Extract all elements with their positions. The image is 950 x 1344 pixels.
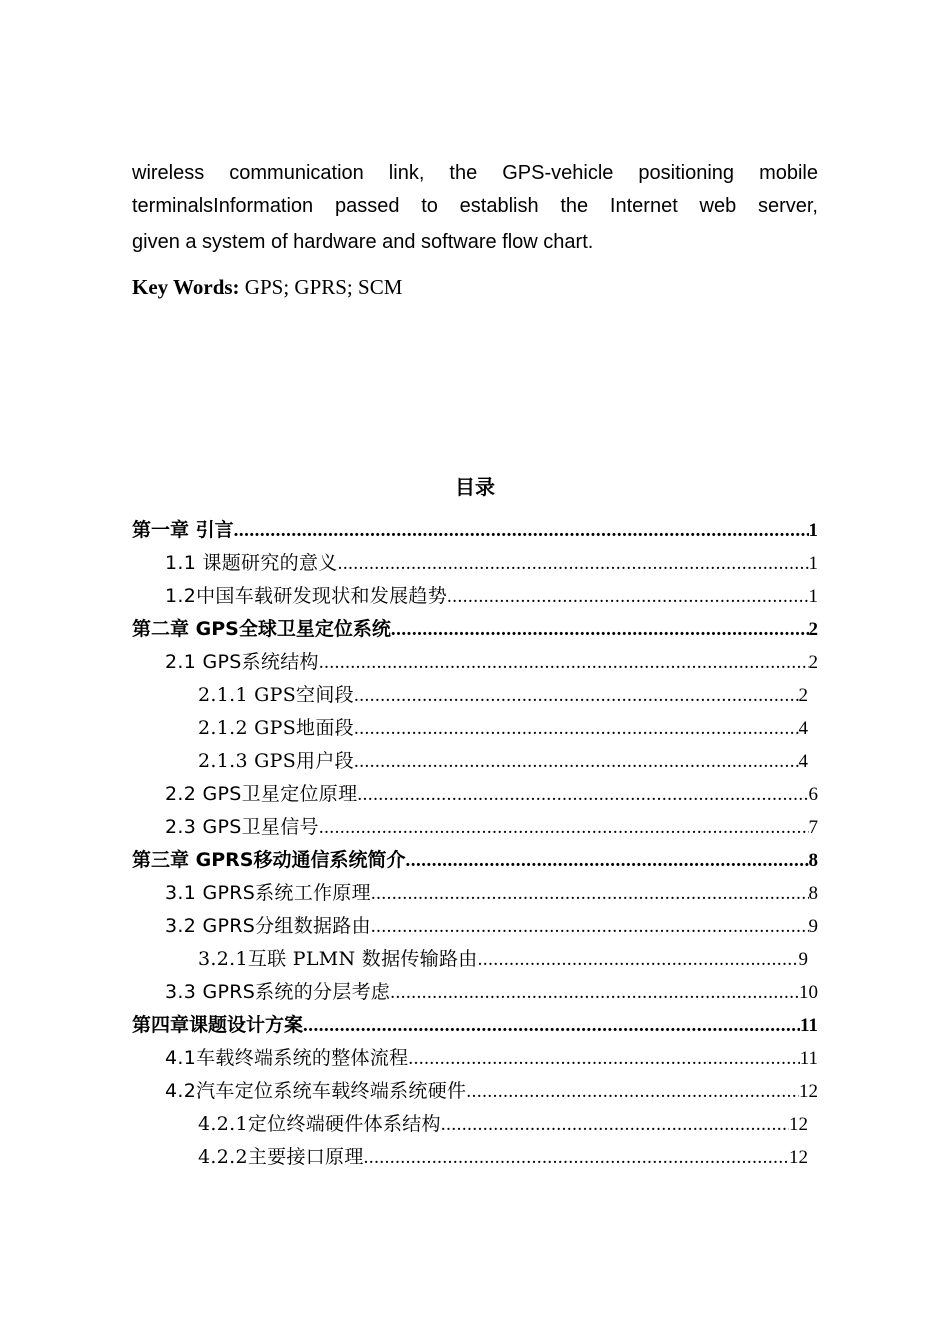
toc-leader-dots (391, 613, 809, 646)
toc-entry-title: 3.1 GPRS系统工作原理 (165, 882, 371, 904)
toc-leader-dots (303, 1009, 800, 1042)
toc-entry-title: 第二章 GPS全球卫星定位系统 (132, 618, 391, 640)
toc-entry-title: 4.1车载终端系统的整体流程 (165, 1047, 409, 1069)
toc-entry-title: 2.1 GPS系统结构 (165, 651, 319, 673)
toc-entry-title: 4.2汽车定位系统车载终端系统硬件 (165, 1080, 467, 1102)
toc-subsection[interactable] (132, 745, 808, 778)
toc-entry-title: 第一章 引言 (132, 519, 234, 541)
toc-page-number: 2 (808, 619, 818, 640)
toc-entry-title: 2.1.1 GPS空间段 (198, 684, 354, 706)
toc-entry-title: 3.2.1互联 PLMN 数据传输路由 (198, 948, 478, 970)
toc-page-number: 8 (808, 850, 818, 871)
toc-leader-dots (466, 1075, 799, 1108)
toc-entry-title: 2.2 GPS卫星定位原理 (165, 783, 358, 805)
toc-section[interactable] (132, 976, 818, 1009)
toc-leader-dots (405, 844, 808, 877)
toc-subsection[interactable] (132, 943, 808, 976)
toc-leader-dots (319, 646, 809, 679)
toc-page-number: 1 (808, 553, 818, 574)
toc-section[interactable] (132, 646, 818, 679)
toc-page-number: 9 (808, 916, 818, 937)
toc-page-number: 4 (798, 718, 808, 739)
toc-page-number: 12 (799, 1081, 818, 1102)
keywords-label: Key Words: (132, 275, 240, 299)
table-of-contents (132, 514, 818, 1174)
toc-section[interactable] (132, 1042, 818, 1075)
toc-subsection[interactable] (132, 712, 808, 745)
toc-page-number: 4 (798, 751, 808, 772)
keywords-value: GPS; GPRS; SCM (244, 275, 403, 299)
toc-section[interactable] (132, 811, 818, 844)
toc-page-number: 6 (808, 784, 818, 805)
toc-page-number: 1 (808, 586, 818, 607)
toc-leader-dots (354, 712, 799, 745)
toc-section[interactable] (132, 778, 818, 811)
toc-title: 目录 (455, 475, 495, 499)
toc-leader-dots (357, 778, 808, 811)
toc-page-number: 10 (799, 982, 818, 1003)
toc-leader-dots (447, 580, 808, 613)
toc-leader-dots (441, 1108, 789, 1141)
toc-leader-dots (319, 811, 809, 844)
toc-entry-title: 2.1.2 GPS地面段 (198, 717, 354, 739)
toc-chapter[interactable] (132, 613, 818, 646)
toc-entry-title: 1.1 课题研究的意义 (165, 552, 338, 574)
toc-entry-title: 第三章 GPRS移动通信系统简介 (132, 849, 406, 871)
toc-section[interactable] (132, 1075, 818, 1108)
toc-page-number: 8 (808, 883, 818, 904)
toc-page-number: 12 (789, 1147, 808, 1168)
toc-page-number: 9 (798, 949, 808, 970)
toc-leader-dots (390, 976, 799, 1009)
toc-leader-dots (364, 1141, 789, 1174)
toc-subsection[interactable] (132, 679, 808, 712)
toc-entry-title: 1.2中国车载研发现状和发展趋势 (165, 585, 448, 607)
toc-entry-title: 2.1.3 GPS用户段 (198, 750, 354, 772)
toc-entry-title: 第四章课题设计方案 (132, 1014, 304, 1036)
toc-chapter[interactable] (132, 514, 818, 547)
toc-entry-title: 4.2.2主要接口原理 (198, 1146, 364, 1168)
toc-leader-dots (478, 943, 799, 976)
toc-subsection[interactable] (132, 1141, 808, 1174)
toc-entry-title: 2.3 GPS卫星信号 (165, 816, 319, 838)
toc-page-number: 1 (808, 520, 818, 541)
toc-chapter[interactable] (132, 1009, 818, 1042)
toc-section[interactable] (132, 877, 818, 910)
toc-leader-dots (371, 910, 809, 943)
toc-subsection[interactable] (132, 1108, 808, 1141)
toc-entry-title: 3.2 GPRS分组数据路由 (165, 915, 371, 937)
toc-chapter[interactable] (132, 844, 818, 877)
toc-leader-dots (354, 679, 799, 712)
toc-section[interactable] (132, 910, 818, 943)
abstract-line: terminalsInformation passed to establish the Internet web server, (132, 195, 818, 217)
toc-page-number: 7 (808, 817, 818, 838)
toc-page-number: 2 (798, 685, 808, 706)
toc-leader-dots (408, 1042, 799, 1075)
toc-leader-dots (234, 514, 809, 547)
abstract-line: wireless communication link, the GPS-vehicle positioning mobile (132, 162, 818, 184)
toc-page-number: 11 (799, 1048, 818, 1069)
abstract-line: given a system of hardware and software flow chart. (132, 231, 594, 253)
toc-section[interactable] (132, 580, 818, 613)
toc-page-number: 2 (808, 652, 818, 673)
toc-page-number: 12 (789, 1114, 808, 1135)
toc-leader-dots (354, 745, 799, 778)
toc-leader-dots (338, 547, 809, 580)
toc-entry-title: 4.2.1定位终端硬件体系结构 (198, 1113, 441, 1135)
toc-section[interactable] (132, 547, 818, 580)
keywords-line (132, 272, 402, 302)
toc-page-number: 11 (800, 1015, 818, 1036)
toc-leader-dots (371, 877, 809, 910)
toc-entry-title: 3.3 GPRS系统的分层考虑 (165, 981, 391, 1003)
abstract-paragraph (132, 157, 818, 259)
